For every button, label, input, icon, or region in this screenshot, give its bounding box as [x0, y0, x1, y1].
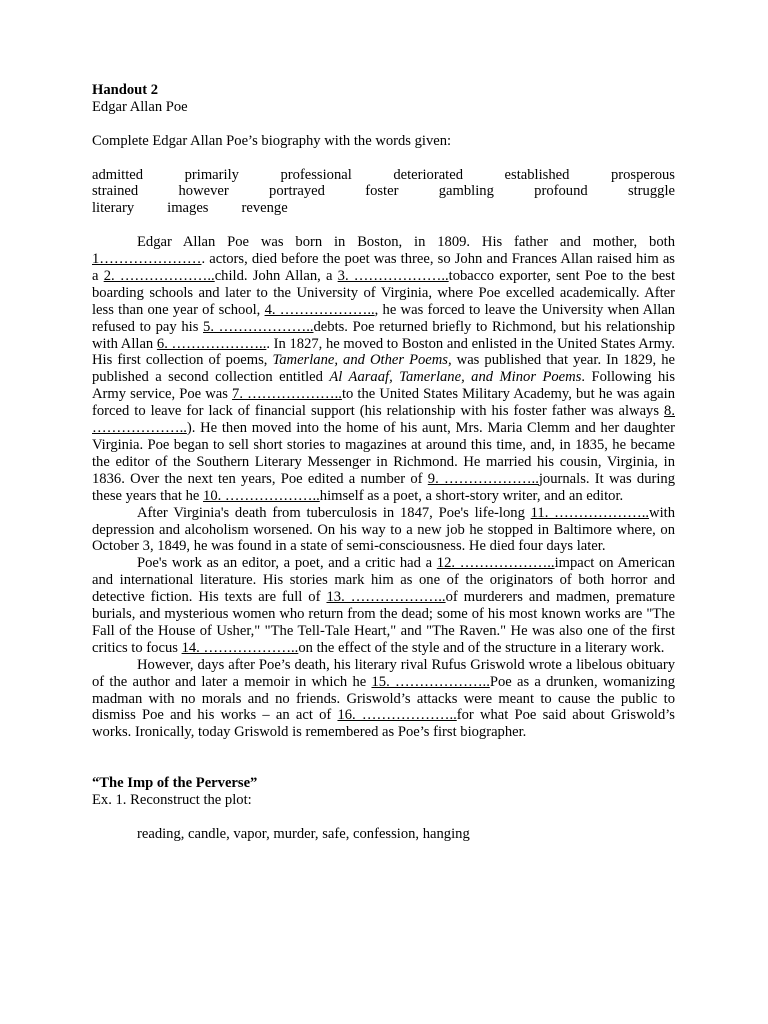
- biography-paragraph-3: Poe's work as an editor, a poet, and a critic had a 12. ………………..impact on American and international literature. His stories mark him as one of the originators of both horror and detective fiction. His texts are full of 13. ………………..of murderers and madmen, premature burials, and mysterious women who return from the dead; some of his most known works are "The Fall of the House of Usher," "The Tell-Tale Heart," and "The Raven." He was also one of the first critics to focus 14. ………………..on the effect of the style and of the structure in a literary work.: [92, 555, 676, 656]
- blank-8: 8. ………………..: [92, 403, 675, 437]
- word-bank-word: admitted: [92, 166, 144, 183]
- word-bank-row-2: [92, 183, 675, 200]
- word-bank-word: strained: [92, 183, 139, 200]
- exercise-label: Ex. 1. Reconstruct the plot:: [92, 791, 252, 808]
- book-title: Al Aaraaf, Tamerlane, and Minor Poems: [329, 369, 582, 386]
- word-bank-word: profound: [534, 183, 588, 200]
- word-bank-word: literary: [92, 200, 135, 217]
- blank-12: 12. ………………..: [436, 555, 555, 572]
- biography-paragraph-2: After Virginia's death from tuberculosis in 1847, Poe's life-long 11. ………………..with depression and alcoholism worsened. On his way to a new job he stopped in Baltimore where, on October 3, 1849, he was found in a state of semi-consciousness. He died four days later.: [92, 504, 675, 555]
- handout-page: [92, 82, 675, 843]
- word-bank-word: established: [504, 166, 570, 183]
- word-bank-word: images: [167, 200, 209, 217]
- blank-15: 15. ………………..: [371, 673, 490, 690]
- word-bank-word: professional: [280, 166, 352, 183]
- word-bank-word: gambling: [438, 183, 494, 200]
- word-bank-word: prosperous: [610, 166, 675, 183]
- blank-3: 3. ………………..: [337, 267, 449, 284]
- blank-14: 14. ………………..: [181, 639, 299, 656]
- blank-9: 9. ………………..: [427, 470, 539, 487]
- section-title: “The Imp of the Perverse”: [92, 775, 258, 792]
- handout-title: Handout 2: [92, 82, 159, 98]
- word-bank-row-3: [92, 200, 675, 217]
- handout-subtitle: Edgar Allan Poe: [92, 98, 188, 115]
- blank-1: 1…………………: [92, 251, 202, 268]
- book-title: Tamerlane, and Other Poems,: [272, 352, 452, 369]
- word-bank-word: foster: [365, 183, 399, 200]
- word-bank-word: revenge: [241, 200, 288, 217]
- blank-7: 7. ………………..: [232, 386, 342, 403]
- blank-6: 6. ………………..: [156, 335, 267, 352]
- blank-2: 2. ………………..: [103, 267, 215, 284]
- word-bank-word: deteriorated: [393, 166, 464, 183]
- word-bank-word: however: [178, 183, 229, 200]
- blank-4: 4. ………………..: [264, 301, 375, 318]
- blank-10: 10. ………………..: [203, 487, 320, 504]
- word-bank-word: primarily: [184, 166, 239, 183]
- instruction: Complete Edgar Allan Poe’s biography with the words given:: [92, 132, 452, 149]
- biography-paragraph-4: However, days after Poe’s death, his literary rival Rufus Griswold wrote a libelous obituary of the author and later a memoir in which he 15. ………………..Poe as a drunken, womanizing madman with no morals and no friends. Griswold’s attacks were meant to cause the public to dismiss Poe and his works – an act of 16. ………………..for what Poe said about Griswold’s works. Ironically, today Griswold is remembered as Poe’s first biographer.: [92, 656, 675, 741]
- word-bank-row-1: [92, 167, 675, 184]
- blank-16: 16. ………………..: [337, 707, 457, 724]
- blank-11: 11. ………………..: [530, 504, 650, 521]
- plot-word-list: reading, candle, vapor, murder, safe, confession, hanging: [137, 825, 470, 842]
- biography-paragraph-1: Edgar Allan Poe was born in Boston, in 1809. His father and mother, both 1…………………. actors, died before the poet was three, so John and Frances Allan raised him as a 2. ………………..child. John Allan, a 3. ………………..tobacco exporter, sent Poe to the best boarding schools and later to the University of Virginia, where Poe excelled academically. After less than one year of school, 4. ……………….., he was forced to leave the University when Allan refused to pay his 5. ………………..debts. Poe returned briefly to Richmond, but his relationship with Allan 6. ………………... In 1827, he moved to Boston and enlisted in the United States Army. His first collection of poems, Tamerlane, and Other Poems, was published that year. In 1829, he published a second collection entitled Al Aaraaf, Tamerlane, and Minor Poems. Following his Army service, Poe was 7. ………………..to the United States Military Academy, but he was again forced to leave for lack of financial support (his relationship with his foster father was always 8. ………………..). He then moved into the home of his aunt, Mrs. Maria Clemm and her daughter Virginia. Poe began to sell short stories to magazines at around this time, and, in 1835, he became the editor of the Southern Literary Messenger in Richmond. He married his cousin, Virginia, in 1836. Over the next ten years, Poe edited a number of 9. ………………..journals. It was during these years that he 10. ………………..himself as a poet, a short-story writer, and an editor.: [92, 234, 676, 504]
- blank-13: 13. ………………..: [326, 589, 446, 606]
- word-bank-word: portrayed: [269, 183, 325, 200]
- blank-5: 5. ………………..: [203, 318, 314, 335]
- word-bank-word: struggle: [627, 183, 675, 200]
